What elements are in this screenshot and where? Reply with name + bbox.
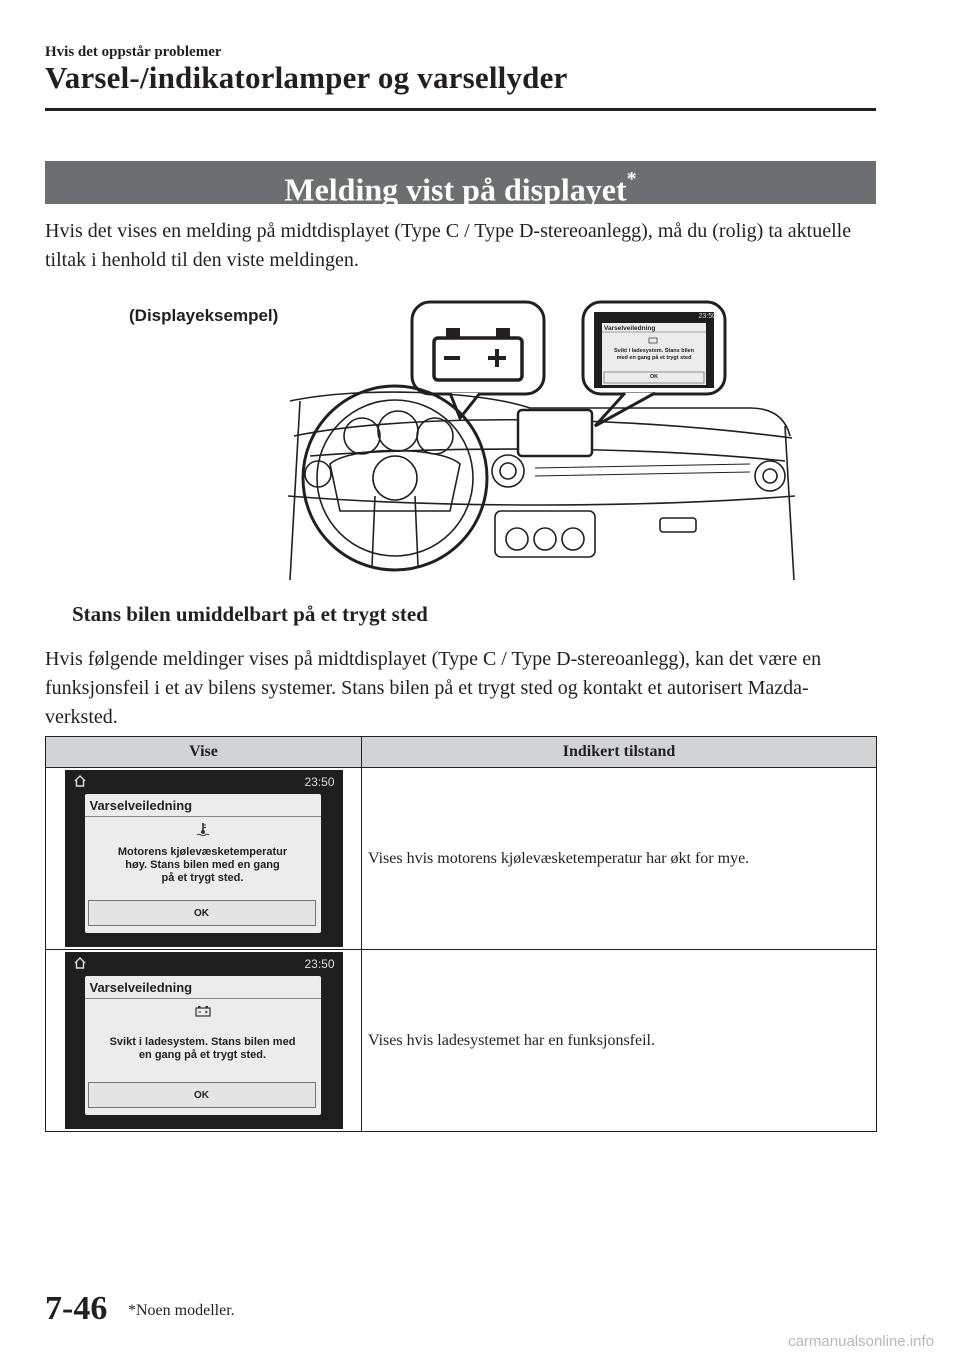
- warning-message: [85, 1036, 321, 1062]
- home-icon: [73, 956, 87, 970]
- warning-message-line: Svikt i ladesystem. Stans bilen med: [109, 1036, 296, 1048]
- warning-title: Varselveiledning: [89, 980, 193, 995]
- mini-screen-message: [602, 348, 706, 362]
- banner-asterisk: *: [626, 168, 637, 190]
- card-divider: [85, 998, 321, 999]
- section-banner: [45, 161, 876, 208]
- page-title: Varsel-/indikatorlamper og varsellyder: [45, 60, 568, 95]
- page-number: 7-46: [45, 1290, 108, 1327]
- column-header-condition: Indikert tilstand: [362, 737, 877, 768]
- display-cell: [46, 950, 362, 1132]
- screen-time: 23:50: [304, 775, 335, 789]
- mini-screen-title: Varselveiledning: [604, 325, 656, 332]
- display-cell: [46, 768, 362, 950]
- warning-card: [85, 794, 321, 933]
- table-header-row: [46, 737, 877, 768]
- screen-time: 23:50: [304, 957, 335, 971]
- card-divider: [85, 816, 321, 817]
- warning-screen: [65, 770, 343, 947]
- warning-message-line: høy. Stans bilen med en gang: [125, 859, 280, 871]
- warning-card: [85, 976, 321, 1115]
- table-row: [46, 950, 877, 1132]
- banner-title: Melding vist på displayet: [284, 171, 627, 208]
- mini-screen-ok: OK: [649, 374, 659, 380]
- intro-paragraph: Hvis det vises en melding på midtdisplayet (Type C / Type D-stereoanlegg), må du (rolig) ta aktuelle tiltak i henhold til den viste meldingen.: [45, 220, 852, 271]
- mini-screen-message-line: Svikt i ladesystem. Stans bilen: [613, 348, 695, 354]
- ok-button[interactable]: OK: [88, 1082, 316, 1108]
- section-label: Hvis det oppstår problemer: [45, 44, 222, 60]
- condition-cell: Vises hvis motorens kjølevæsketemperatur har økt for mye.: [362, 768, 877, 950]
- ok-button[interactable]: OK: [88, 900, 316, 926]
- dashboard-illustration: [280, 296, 800, 586]
- coolant-temperature-icon: [85, 822, 321, 841]
- warning-message-line: en gang på et trygt sted.: [138, 1049, 267, 1061]
- message-table: [45, 736, 877, 1132]
- mini-screen-time: 23:50: [698, 313, 716, 320]
- body-paragraph: Hvis følgende meldinger vises på midtdisplayet (Type C / Type D-stereoanlegg), kan det være en funksjonsfeil i et av bilens systemer. Stans bilen på et trygt sted og kontakt et autorisert Mazda-verksted.: [45, 648, 822, 728]
- header-divider: [45, 108, 876, 111]
- footnote: *Noen modeller.: [128, 1302, 235, 1319]
- battery-icon: [85, 1004, 321, 1022]
- warning-message-line: Motorens kjølevæsketemperatur: [117, 846, 288, 858]
- warning-message: [85, 846, 321, 885]
- illustration-caption: (Displayeksempel): [129, 306, 279, 325]
- table-row: [46, 768, 877, 950]
- condition-cell: Vises hvis ladesystemet har en funksjonsfeil.: [362, 950, 877, 1132]
- column-header-display: Vise: [46, 737, 362, 768]
- warning-title: Varselveiledning: [89, 798, 193, 813]
- home-icon: [73, 774, 87, 788]
- warning-message-line: på et trygt sted.: [161, 872, 244, 884]
- subheading: Stans bilen umiddelbart på et trygt sted: [72, 602, 428, 626]
- center-display: [518, 410, 592, 456]
- watermark: carmanualsonline.info: [788, 1333, 934, 1350]
- mini-screen-message-line: med en gang på et trygt sted: [616, 355, 692, 361]
- warning-screen: [65, 952, 343, 1129]
